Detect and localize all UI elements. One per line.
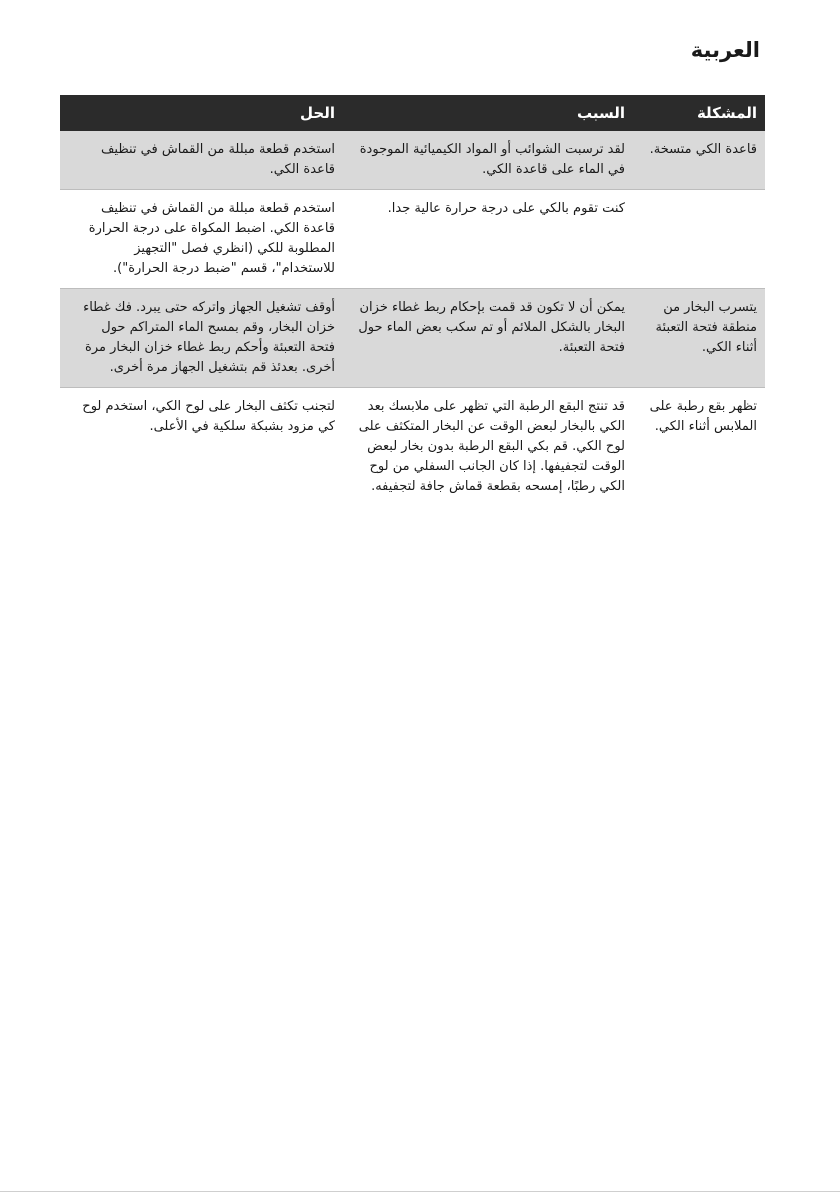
troubleshooting-table <box>60 95 765 506</box>
page-language-title: العربية <box>690 38 760 62</box>
cause-cell: لقد ترسبت الشوائب أو المواد الكيميائية الموجودة في الماء على قاعدة الكي. <box>343 131 633 190</box>
table-row <box>60 289 765 388</box>
cause-cell: قد تنتج البقع الرطبة التي تظهر على ملابسك بعد الكي بالبخار لبعض الوقت عن البخار المتكثف على لوح الكي. قم بكي البقع الرطبة بدون بخار لبعض الوقت لتجفيفها. إذا كان الجانب السفلي من لوح الكي رطبًا، إمسحه بقطعة قماش جافة لتجفيفه. <box>358 399 625 494</box>
header-solution: الحل <box>60 95 343 131</box>
table-row <box>60 388 765 507</box>
table-header <box>60 95 765 131</box>
solution-cell: أوقف تشغيل الجهاز واتركه حتى يبرد. فك غطاء خزان البخار، وقم بمسح الماء المتراكم حول فتحة التعبئة وأحكم ربط غطاء خزان البخار مرة أخرى. بعدئذ قم بتشغيل الجهاز مرة أخرى. <box>60 289 343 388</box>
cause-cell: كنت تقوم بالكي على درجة حرارة عالية جدا. <box>343 190 633 289</box>
table-body <box>60 131 765 506</box>
problem-cell: يتسرب البخار من منطقة فتحة التعبئة أثناء الكي. <box>633 289 765 388</box>
solution-cell: لتجنب تكثف البخار على لوح الكي، استخدم لوح كي مزود بشبكة سلكية في الأعلى. <box>82 399 335 434</box>
table-row <box>60 190 765 289</box>
problem-cell: تظهر بقع رطبة على الملابس أثناء الكي. <box>649 399 757 434</box>
table-header-row <box>60 95 765 131</box>
header-cause: السبب <box>343 95 633 131</box>
problem-cell <box>633 190 765 289</box>
solution-cell: استخدم قطعة مبللة من القماش في تنظيف قاعدة الكي. اضبط المكواة على درجة الحرارة المطلوبة للكي (انظري فصل "التجهيز للاستخدام"، قسم "ضبط درجة الحرارة"). <box>60 190 343 289</box>
header-problem: المشكلة <box>633 95 765 131</box>
solution-cell: استخدم قطعة مبللة من القماش في تنظيف قاعدة الكي. <box>60 131 343 190</box>
table-row <box>60 131 765 190</box>
cause-cell: يمكن أن لا تكون قد قمت بإحكام ربط غطاء خزان البخار بالشكل الملائم أو تم سكب بعض الماء حول فتحة التعبئة. <box>343 289 633 388</box>
problem-cell: قاعدة الكي متسخة. <box>633 131 765 190</box>
